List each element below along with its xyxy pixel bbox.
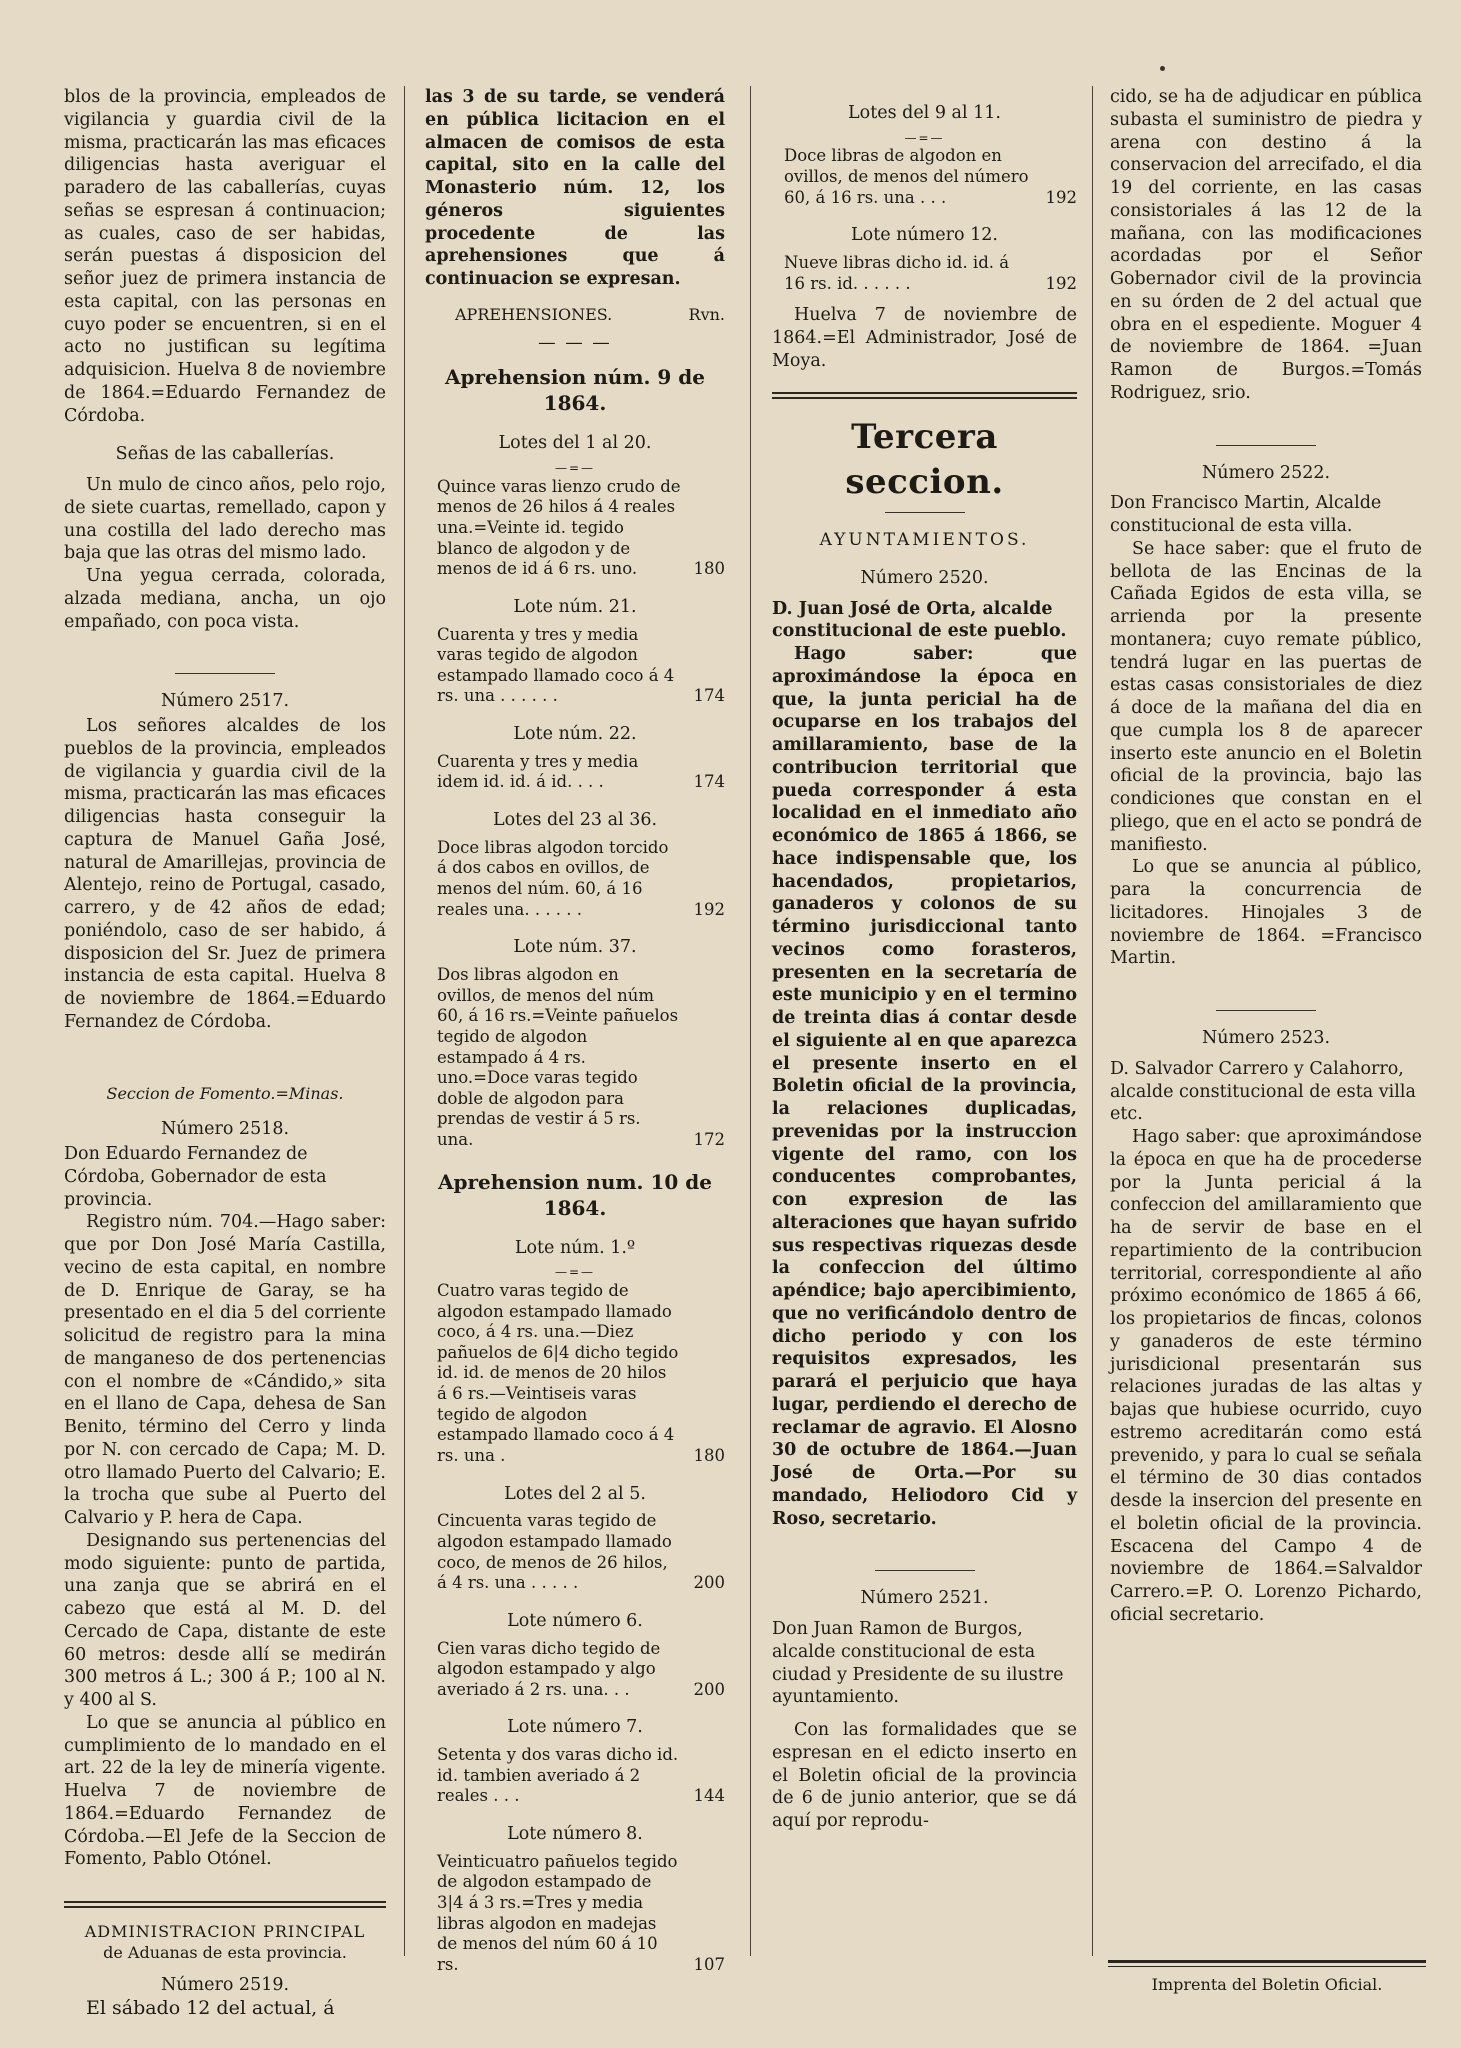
dash-divider: —=— <box>554 1265 596 1280</box>
section-title: Tercera seccion. <box>845 417 1004 502</box>
lote-value: 192 <box>1045 273 1077 293</box>
lote-title: Lotes del 9 al 11. <box>848 103 1001 123</box>
lote-title: Lote número 7. <box>507 1717 643 1738</box>
lote-description: Quince varas lienzo crudo de menos de 26 hilos á 4 reales una.=Veinte id. tegido blanco de algodon y de menos de id á 6 rs. uno. <box>437 476 681 579</box>
divider <box>885 512 965 513</box>
notice-2520-title: Número 2520. <box>860 567 989 588</box>
lote-list-10 <box>425 1237 725 1976</box>
auction-intro: las 3 de su tarde, se venderá en pública licitacion en el almacen de comisos de esta capital, sito en la calle del Monasterio núm. 12, los géneros siguientes procedente de las aprehensiones que á continuacion se expresan. <box>425 87 725 289</box>
notice-2523-head: D. Salvador Carrero y Calahorro, alcalde constitucional de esta villa etc. <box>1110 1058 1416 1125</box>
notice-2518-text: Registro núm. 704.—Hago saber: que por Don José María Castilla, vecino de esta capital, en nombre de D. Enrique de Garay, se ha presentado en el dia 5 del corriente solicitud de registro para la mina de manganeso de dos pertenencias con el nombre de «Cándido,» sita en el llano de Capa, dehesa de San Benito, término del Cerro y linda por N. con cercado de Capa; M. D. otro llamado Puerto del Calvario; E. la trocha que sube al Puerto del Calvario y P. hera de Capa. <box>64 1212 386 1529</box>
divider <box>1216 445 1316 446</box>
lote-title: Lote número 8. <box>507 1824 643 1845</box>
column-rule <box>404 86 405 1956</box>
dash-divider: —=— <box>904 130 945 145</box>
lote-description: Veinticuatro pañuelos tegido de algodon estampado de 3|4 á 3 rs.=Tres y media libras algodon en madejas de menos del núm 60 á 10 rs. <box>437 1851 678 1974</box>
lote-item <box>437 625 725 708</box>
lote-description: Dos libras algodon en ovillos, de menos del núm 60, á 16 rs.=Veinte pañuelos tegido de algodon estampado á 4 rs. uno.=Doce varas tegido doble de algodon para prendas de vestir á 5 rs. una. <box>437 965 679 1150</box>
lote-title: Lote núm. 37. <box>513 937 637 958</box>
divider <box>875 1570 975 1571</box>
senas-title: Señas de las caballerías. <box>115 444 335 465</box>
aprehensiones-label: APREHENSIONES. <box>455 304 613 324</box>
lote-item <box>784 146 1077 208</box>
notice-2518-text-2: Designando sus pertenencias del modo siguiente: punto de partida, una zanja que se abrirá en el cabezo que está al M. D. del Cercado de Capa, distante de este 60 metros: desde allí se medirán 300 metros á L.; 300 á P.; 100 al N. y 400 al S. <box>64 1530 386 1711</box>
lote-description: Cuarenta y tres y media idem id. id. á id. . . . <box>437 751 639 792</box>
lote-description: Nueve libras dicho id. id. á 16 rs. id. . . . . . <box>784 252 1010 293</box>
notice-2521-text: Con las formalidades que se espresan en el edicto inserto en el Boletin oficial de la provincia de 6 de junio anterior, que se dá aquí por reprodu- <box>772 1720 1077 1832</box>
lote-value: 107 <box>693 1954 725 1974</box>
ink-dot <box>1160 66 1165 71</box>
lote-title: Lote núm. 1.º <box>514 1237 636 1258</box>
lote-value: 192 <box>693 899 725 919</box>
notice-2521-head: Don Juan Ramon de Burgos, alcalde constitucional de esta ciudad y Presidente de su ilustre ayuntamiento. <box>772 1619 1064 1708</box>
notice-2522-head: Don Francisco Martin, Alcalde constitucional de esta villa. <box>1110 493 1382 536</box>
notice-2523-title: Número 2523. <box>1201 1028 1331 1048</box>
lote-description: Cuatro varas tegido de algodon estampado llamado coco, á 4 rs. una.—Diez pañuelos de 6|4 dicho tegido id. id. de menos de 20 hilos á 6 rs.—Veintiseis varas tegido de algodon estampado llamado coco á 4 rs. una . <box>437 1280 679 1465</box>
lote-title: Lotes del 23 al 36. <box>492 810 658 831</box>
divider <box>175 673 275 674</box>
column-rule <box>750 86 751 1956</box>
double-rule <box>64 1901 386 1908</box>
lote-value: 200 <box>693 1573 725 1593</box>
currency-unit: Rvn. <box>688 304 725 324</box>
admin-subtitle: de Aduanas de esta provincia. <box>103 1942 347 1962</box>
notice-2519-text: El sábado 12 del actual, á <box>86 1997 335 2020</box>
notice-2521-continued: cido, se ha de adjudicar en pública subasta el suministro de piedra y arena con destino á la conservacion del arrecifado, el dia 19 del corriente, en las casas consistoriales á las 12 de la mañana, con las modificaciones acordadas por el Señor Gobernador civil de la provincia en su órden de 2 del actual que obra en el espediente. Moguer 4 de noviembre de 1864. =Juan Ramon de Burgos.=Tomás Rodriguez, srio. <box>1110 87 1422 403</box>
imprint-footer <box>1108 1960 1426 1994</box>
lote-title: Lotes del 1 al 20. <box>498 433 652 454</box>
lote-title: Lotes del 2 al 5. <box>504 1483 646 1504</box>
lote-item <box>437 752 725 793</box>
lote-description: Doce libras algodon torcido á dos cabos en ovillos, de menos del núm. 60, á 16 reales una. . . . . . <box>437 837 669 919</box>
ayuntamientos-title: AYUNTAMIENTOS. <box>819 529 1030 550</box>
admin-title: ADMINISTRACION PRINCIPAL <box>84 1922 366 1942</box>
notice-2521-title: Número 2521. <box>860 1588 989 1609</box>
lote-item <box>437 1852 725 1976</box>
column-2 <box>425 86 725 1976</box>
lote-list-9 <box>425 432 725 1150</box>
lote-value: 144 <box>693 1786 725 1806</box>
senas-yegua: Una yegua cerrada, colorada, alzada mediana, ancha, un ojo empañado, con poca vista. <box>64 566 386 632</box>
aprehension-9-title: Aprehension núm. 9 de 1864. <box>444 365 706 416</box>
lote-description: Cincuenta varas tegido de algodon estampado llamado coco, de menos de 26 hilos, á 4 rs. una . . . . . <box>437 1511 672 1593</box>
lote-value: 192 <box>1045 187 1077 207</box>
footer-rule <box>1108 1960 1426 1967</box>
lote-description: Doce libras de algodon en ovillos, de menos del número 60, á 16 rs. una . . . <box>784 146 1029 207</box>
lote-item <box>437 838 725 921</box>
notice-2523-text: Hago saber: que aproximándose la época en que ha de procederse por la Junta pericial á la confeccion del amillaramiento que ha de servir de base en el repartimiento de la contribucion territorial, correspondiente al año próximo económico de 1865 á 66, los propietarios de fincas, colonos y ganaderos de este término jurisdicional presentarán sus relaciones juradas de las altas y bajas que hubiese ocurrido, cuyo estremo acreditarán como está prevenido, y para lo cual se señala el término de 30 dias contados desde la insercion del presente en el boletin oficial de la provincia. Escacena del Campo 4 de noviembre de 1864.=Salvaldor Carrero.=P. O. Lorenzo Pichardo, oficial secretario. <box>1110 1127 1422 1625</box>
notice-2518-text-3: Lo que se anuncia al público en cumplimiento de lo mandado en el art. 22 de la ley de minería vigente. Huelva 7 de noviembre de 1864.=Eduardo Fernandez de Córdoba.—El Jefe de la Seccion de Fomento, Pablo Otónel. <box>64 1712 386 1870</box>
notice-2519-title: Número 2519. <box>160 1974 290 1995</box>
column-1 <box>64 86 386 2021</box>
lote-item <box>437 1745 725 1807</box>
notice-2517-text: Los señores alcaldes de los pueblos de la provincia, empleados de vigilancia y guardia civil de la misma, practicarán las mas eficaces diligencias hasta conseguir la captura de Manuel Gaña José, natural de Amarillejas, provincia de Alentejo, reino de Portugal, casado, carrero, y de 42 años de edad; poniéndolo, caso de ser habido, á disposicion del Sr. Juez de primera instancia de esta capital. Huelva 8 de noviembre de 1864.=Eduardo Fernandez de Córdoba. <box>64 716 386 1032</box>
lote-list-cont <box>772 102 1077 294</box>
notice-intro: blos de la provincia, empleados de vigilancia y guardia civil de la misma, practicarán las mas eficaces diligencias hasta averiguar el paradero de las caballerías, cuyas señas se espresan á continuacion; as cuales, caso de ser habidas, serán puestas á disposicion del señor juez de primera instancia de esta capital, con las personas en cuyo poder se encuentren, si en el acto no justifican su legítima adquisicion. Huelva 8 de noviembre de 1864.=Eduardo Fernandez de Córdoba. <box>64 87 386 426</box>
column-4 <box>1110 86 1422 1627</box>
lote-item <box>784 253 1077 294</box>
column-3 <box>772 86 1077 1833</box>
lote-item <box>437 1281 725 1467</box>
imprint-text: Imprenta del Boletin Oficial. <box>1151 1975 1383 1994</box>
dash-divider: —=— <box>554 461 596 476</box>
notice-2520-head: D. Juan José de Orta, alcalde constitucional de este pueblo. <box>772 598 1067 642</box>
lote-description: Setenta y dos varas dicho id. id. tambien averiado á 2 reales . . . <box>437 1745 679 1806</box>
lote-title: Lote núm. 21. <box>513 596 637 617</box>
lote-item <box>437 965 725 1151</box>
admin-signature: Huelva 7 de noviembre de 1864.=El Administrador, José de Moya. <box>772 305 1077 371</box>
notice-2522-title: Número 2522. <box>1201 462 1331 483</box>
section-fomento-title: Seccion de Fomento.=Minas. <box>106 1083 344 1103</box>
notice-2518-title: Número 2518. <box>160 1119 290 1140</box>
column-rule <box>1092 86 1093 1956</box>
lote-description: Cien varas dicho tegido de algodon estampado y algo averiado á 2 rs. una. . . <box>437 1638 661 1699</box>
lote-value: 174 <box>693 772 725 792</box>
lote-value: 180 <box>693 559 725 579</box>
lote-title: Lote número 6. <box>507 1610 643 1631</box>
lote-value: 180 <box>693 1445 725 1465</box>
aprehension-10-title: Aprehension num. 10 de 1864. <box>438 1169 712 1220</box>
lote-item <box>437 1511 725 1594</box>
aprehensiones-header <box>425 305 725 326</box>
notice-2520-text: Hago saber: que aproximándose la época en que, la junta pericial ha de ocuparse en los trabajos del amillaramiento, base de la contribucion territorial que pueda corresponder á esta localidad en el inmediato año económico de 1865 á 1866, se hace indispensable que, los hacendados, propietarios, ganaderos y colonos de su término jurisdiccional tanto vecinos como forasteros, presenten en la secretaría de este municipio y en el termino de treinta dias á contar desde el siguiente al en que aparezca el presente inserto en el Boletin oficial de la provincia, la relaciones duplicadas, prevenidas por la instruccion vigente del ramo, con los conducentes comprobantes, con expresion de las alteraciones que hayan sufrido sus respectivas riquezas desde la confeccion del último apéndice; bajo apercibimiento, que no verificándolo dentro de dicho periodo y con los requisitos expresados, les parará el perjuicio que haya lugar, perdiendo el derecho de reclamar de agravio. El Alosno 30 de octubre de 1864.—Juan José de Orta.—Por su mandado, Heliodoro Cid y Roso, secretario. <box>772 644 1077 1529</box>
lote-title: Lote número 12. <box>851 225 998 246</box>
notice-2522-text: Se hace saber: que el fruto de bellota de las Encinas de la Cañada Egidos de esta villa, se arrienda por la presente montanera; cuyo remate público, tendrá lugar en las puertas de estas casas consistoriales de diez á doce de la mañana del dia en que cumpla los 8 de aparecer inserto este anuncio en el Boletin oficial de la provincia, bajo las condiciones que constan en el pliego, que en el acto se pondrá de manifiesto. <box>1110 538 1422 855</box>
notice-2517-title: Número 2517. <box>160 691 290 712</box>
lote-value: 174 <box>693 686 725 706</box>
lote-value: 172 <box>693 1130 725 1150</box>
double-rule <box>772 392 1077 399</box>
senas-mulo: Un mulo de cinco años, pelo rojo, de siete cuartas, remellado, capon y una costilla del lado derecho mas baja que las otras del mismo lado. <box>64 475 386 564</box>
dash-divider: — — — <box>538 332 612 353</box>
lote-value: 200 <box>693 1679 725 1699</box>
notice-2522-text-2: Lo que se anuncia al público, para la concurrencia de licitadores. Hinojales 3 de noviembre de 1864. =Francisco Martin. <box>1110 857 1422 969</box>
lote-item <box>437 1639 725 1701</box>
divider <box>1216 1010 1316 1011</box>
lote-title: Lote núm. 22. <box>513 724 637 745</box>
lote-description: Cuarenta y tres y media varas tegido de algodon estampado llamado coco á 4 rs. una . . . . . . <box>437 624 675 706</box>
lote-item <box>437 477 725 580</box>
notice-2518-head: Don Eduardo Fernandez de Córdoba, Gobernador de esta provincia. <box>64 1144 327 1210</box>
